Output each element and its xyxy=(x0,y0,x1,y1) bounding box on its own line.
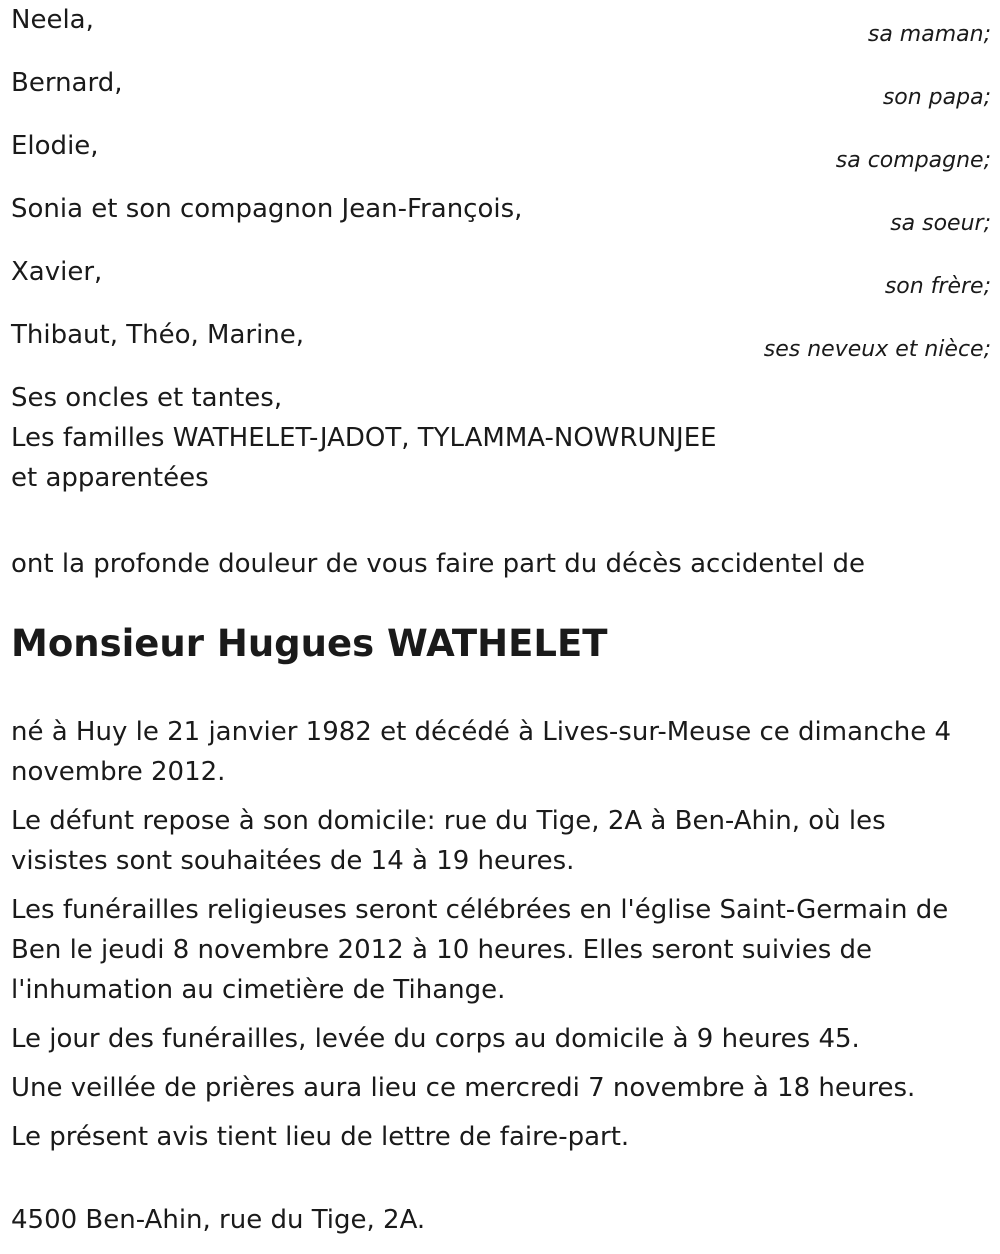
detail-paragraph: né à Huy le 21 janvier 1982 et décédé à Lives-sur-Meuse ce dimanche 4 novembre 2012. xyxy=(11,717,952,787)
mourner-name: Elodie, xyxy=(11,131,99,161)
mourner-relation: ses neveux et nièce; xyxy=(763,337,991,362)
announcement-text: ont la profonde douleur de vous faire part du décès accidentel de xyxy=(11,549,866,579)
mourner-name: Thibaut, Théo, Marine, xyxy=(11,320,305,350)
deceased-name: Monsieur Hugues WATHELET xyxy=(11,622,608,665)
family-address: 4500 Ben-Ahin, rue du Tige, 2A. xyxy=(11,1205,426,1235)
mourner-entry xyxy=(11,126,991,172)
detail-paragraph: Les funérailles religieuses seront célébrées en l'église Saint-Germain de Ben le jeudi 8 novembre 2012 à 10 heures. Elles seront suivies de l'inhumation au cimetière de Tihange. xyxy=(11,895,949,1005)
mourner-relation: sa maman; xyxy=(867,22,991,47)
detail-paragraph: Le présent avis tient lieu de lettre de faire-part. xyxy=(11,1122,630,1152)
mourner-entry xyxy=(11,315,991,361)
family-line: Les familles WATHELET-JADOT, TYLAMMA-NOWRUNJEE xyxy=(11,423,717,453)
funeral-details xyxy=(11,712,981,1166)
detail-paragraph: Le jour des funérailles, levée du corps au domicile à 9 heures 45. xyxy=(11,1024,860,1054)
mourner-entry xyxy=(11,189,991,235)
detail-paragraph: Le défunt repose à son domicile: rue du Tige, 2A à Ben-Ahin, où les visistes sont souhaitées de 14 à 19 heures. xyxy=(11,806,886,876)
mourner-entry xyxy=(11,0,991,46)
mourner-relation: sa compagne; xyxy=(835,148,991,173)
family-line: Ses oncles et tantes, xyxy=(11,383,283,413)
mourner-name: Xavier, xyxy=(11,257,103,287)
extended-family xyxy=(11,378,991,498)
mourners-list xyxy=(11,0,991,361)
mourner-name: Bernard, xyxy=(11,68,123,98)
mourner-name: Neela, xyxy=(11,5,94,35)
mourner-relation: son frère; xyxy=(884,274,991,299)
mourner-entry xyxy=(11,252,991,298)
mourner-relation: son papa; xyxy=(882,85,991,110)
detail-paragraph: Une veillée de prières aura lieu ce mercredi 7 novembre à 18 heures. xyxy=(11,1073,916,1103)
family-line: et apparentées xyxy=(11,463,209,493)
mourner-name: Sonia et son compagnon Jean-François, xyxy=(11,194,523,224)
obituary-notice xyxy=(11,0,991,498)
mourner-entry xyxy=(11,63,991,109)
mourner-relation: sa soeur; xyxy=(890,211,991,236)
